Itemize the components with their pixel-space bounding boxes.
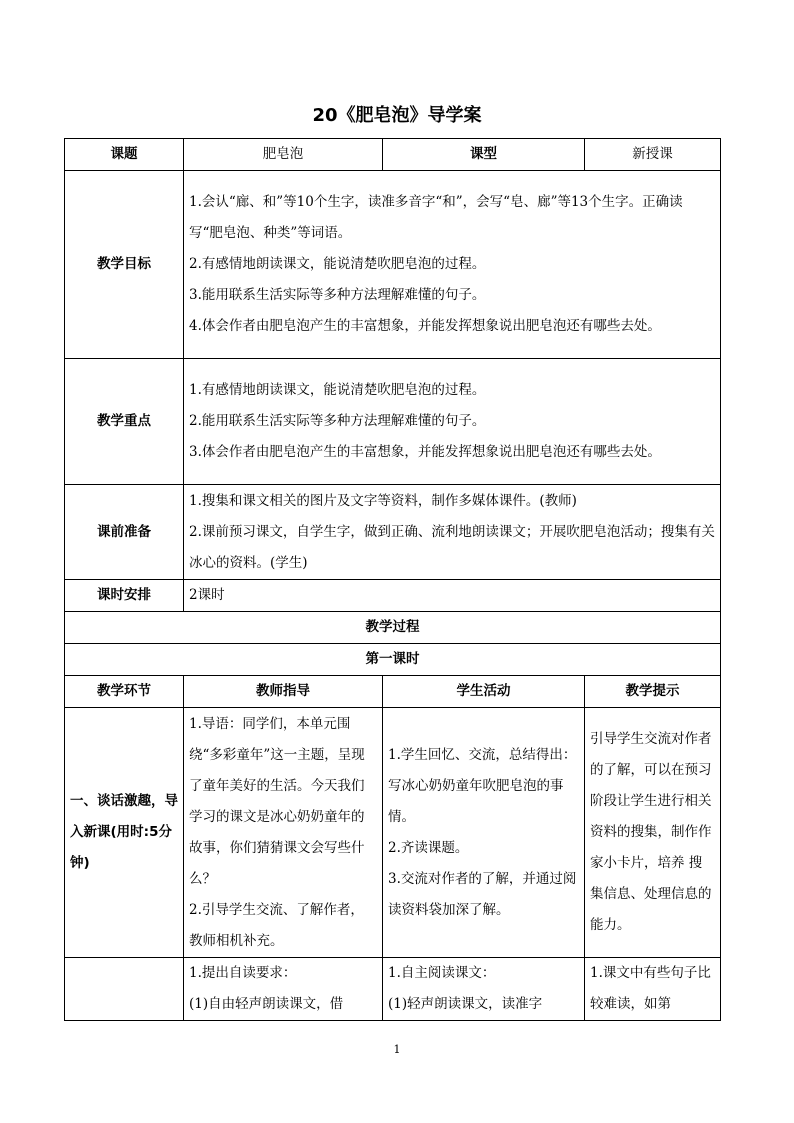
teacher-cell: [184, 708, 383, 958]
student-item: 1.自主阅读课文：: [388, 965, 496, 981]
schedule-row: [65, 580, 721, 612]
student-cell: [383, 708, 585, 958]
page-number: 1: [393, 1043, 401, 1056]
teacher-item: 1.导语：同学们，本单元围绕“多彩童年”这一主题，呈现了童年美好的生活。今天我们学习的课文是冰心奶奶童年的故事，你们猜猜课文会写些什么？: [189, 715, 365, 887]
type-label: 课型: [383, 139, 585, 171]
lesson-plan-table: [64, 138, 721, 1021]
stage-cell: 一、谈话激趣，导入新课(用时:5分钟): [65, 708, 184, 958]
table-row: [65, 958, 721, 1021]
preparation-content: [184, 485, 721, 580]
student-item: (1)轻声朗读课文，读准字: [388, 996, 543, 1012]
column-header-stage: 教学环节: [65, 676, 184, 708]
topic-row: [65, 139, 721, 171]
tips-item: 引导学生交流对作者的了解，可以在预习阶段让学生进行相关资料的搜集，制作作家小卡片，培养 搜集信息、处理信息的能力。: [590, 731, 712, 933]
schedule-value: 2课时: [184, 580, 721, 612]
lesson-title-row: [65, 644, 721, 676]
goal-item: 1.会认“廊、和”等10个生字，读准多音字“和”，会写“皂、廊”等13个生字。正确读写“肥皂泡、种类”等词语。: [189, 194, 683, 241]
tips-cell: [585, 708, 721, 958]
column-header-row: [65, 676, 721, 708]
key-point-item: 2.能用联系生活实际等多种方法理解难懂的句子。: [189, 413, 486, 429]
goals-label: 教学目标: [65, 171, 184, 359]
preparation-label: 课前准备: [65, 485, 184, 580]
key-points-content: [184, 359, 721, 485]
schedule-label: 课时安排: [65, 580, 184, 612]
student-item: 1.学生回忆、交流，总结得出：写冰心奶奶童年吹肥皂泡的事情。: [388, 746, 577, 825]
key-point-item: 3.体会作者由肥皂泡产生的丰富想象，并能发挥想象说出肥皂泡还有哪些去处。: [189, 444, 661, 460]
tips-cell: [585, 958, 721, 1021]
column-header-student: 学生活动: [383, 676, 585, 708]
goal-item: 4.体会作者由肥皂泡产生的丰富想象，并能发挥想象说出肥皂泡还有哪些去处。: [189, 318, 661, 334]
goals-content: [184, 171, 721, 359]
goals-row: [65, 171, 721, 359]
teacher-item: 1.提出自读要求：: [189, 965, 297, 981]
preparation-item: 2.课前预习课文，自学生字，做到正确、流利地朗读课文；开展吹肥皂泡活动；搜集有关冰心的资料。(学生): [189, 523, 715, 571]
preparation-item: 1.搜集和课文相关的图片及文字等资料，制作多媒体课件。(教师): [189, 492, 577, 509]
student-item: 2.齐读课题。: [388, 839, 469, 856]
teacher-item: (1)自由轻声朗读课文，借: [189, 996, 344, 1012]
preparation-row: [65, 485, 721, 580]
teacher-cell: [184, 958, 383, 1021]
student-cell: [383, 958, 585, 1021]
topic-value: 肥皂泡: [184, 139, 383, 171]
column-header-tips: 教学提示: [585, 676, 721, 708]
topic-label: 课题: [65, 139, 184, 171]
type-value: 新授课: [585, 139, 721, 171]
process-title: 教学过程: [65, 612, 721, 644]
key-point-item: 1.有感情地朗读课文，能说清楚吹肥皂泡的过程。: [189, 382, 486, 398]
lesson-title: 第一课时: [65, 644, 721, 676]
column-header-teacher: 教师指导: [184, 676, 383, 708]
process-title-row: [65, 612, 721, 644]
table-row: [65, 708, 721, 958]
document-title: 20《肥皂泡》导学案: [312, 105, 482, 126]
goal-item: 2.有感情地朗读课文，能说清楚吹肥皂泡的过程。: [189, 256, 486, 272]
goal-item: 3.能用联系生活实际等多种方法理解难懂的句子。: [189, 287, 486, 303]
key-points-label: 教学重点: [65, 359, 184, 485]
teacher-item: 2.引导学生交流、了解作者，教师相机补充。: [189, 901, 364, 949]
student-item: 3.交流对作者的了解，并通过阅读资料袋加深了解。: [388, 870, 577, 918]
key-points-row: [65, 359, 721, 485]
tips-item: 1.课文中有些句子比较难读，如第: [590, 965, 711, 1012]
stage-cell: [65, 958, 184, 1021]
